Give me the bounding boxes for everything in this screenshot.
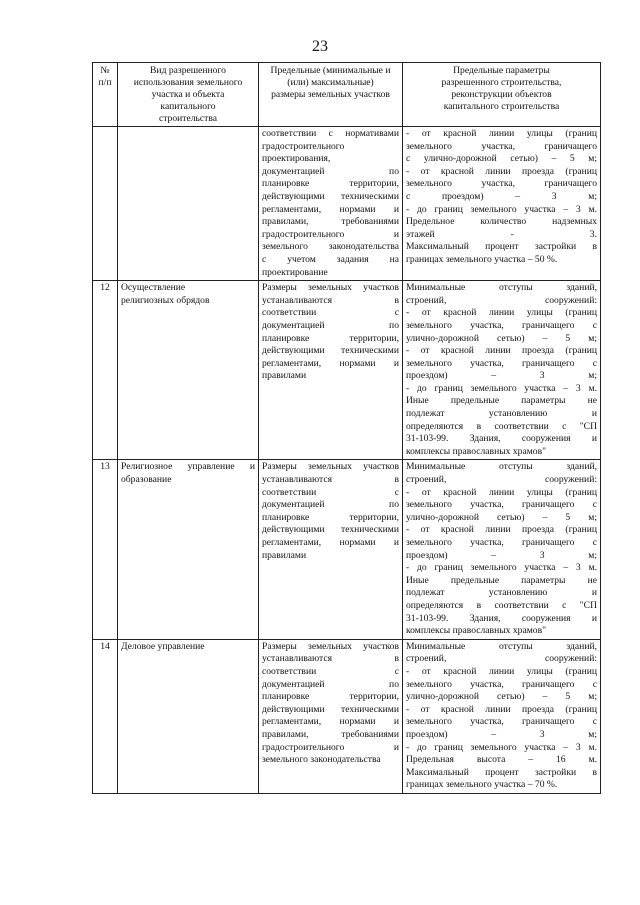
text-line: соответствии с <box>262 665 399 677</box>
text-line: Минимальные отступы зданий, <box>406 282 597 294</box>
text-line: документацией по <box>262 165 399 177</box>
text-line: строений, сооружений: <box>406 653 597 665</box>
text-line: - до границ земельного участка – 3 м. <box>406 203 597 215</box>
text-line: Минимальные отступы зданий, <box>406 461 597 473</box>
text-line: соответствии с нормативами <box>262 128 399 139</box>
text-line: Религиозное управление и <box>121 461 255 473</box>
text-line: планировке территории, <box>262 178 399 190</box>
text-line: планировке территории, <box>262 691 399 703</box>
text-line: правилами <box>262 549 307 561</box>
text-line: определяются в соответствии с "СП <box>406 420 597 432</box>
text-line: использования земельного <box>133 77 243 88</box>
table-row <box>93 281 601 460</box>
text-line: - до границ земельного участка – 3 м. <box>406 382 597 394</box>
row-plot-size <box>259 639 403 793</box>
text-line: планировке территории, <box>262 332 399 344</box>
text-line: строений, сооружений: <box>406 294 597 306</box>
row-use-type <box>118 460 259 639</box>
row-number: 12 <box>93 281 118 460</box>
row-number <box>93 127 118 281</box>
text-line: - до границ земельного участка – 3 м. <box>406 741 597 753</box>
text-line: проектирование <box>262 266 328 278</box>
row-build-params <box>403 281 601 460</box>
text-line: подлежат установлению и <box>406 408 597 420</box>
land-use-table <box>92 62 601 794</box>
text-line: с проездом) – 3 м; <box>406 190 597 202</box>
text-line: планировке территории, <box>262 511 399 523</box>
text-line: участка и объекта <box>151 89 225 100</box>
text-line: подлежат установлению и <box>406 587 597 599</box>
text-line: земельного участка, граничащего с <box>406 499 597 511</box>
text-line: капитального <box>160 101 216 112</box>
text-line: земельного участка, граничащего с <box>406 319 597 331</box>
text-line: действующими техническими <box>262 345 399 357</box>
text-line: - от красной линии проезда (границ <box>406 703 597 715</box>
text-line: Вид разрешенного <box>150 65 226 76</box>
row-number: 14 <box>93 639 118 793</box>
row-use-type <box>118 127 259 281</box>
text-line: Деловое управление <box>121 640 205 652</box>
row-plot-size <box>259 460 403 639</box>
text-line: градостроительного и <box>262 228 399 240</box>
text-line: Максимальный процент застройки в <box>406 241 597 253</box>
text-line: - от красной линии улицы (границ <box>406 307 597 319</box>
table-header-row <box>93 63 601 127</box>
text-line: действующими техническими <box>262 524 399 536</box>
text-line: соответствии с <box>262 486 399 498</box>
row-plot-size <box>259 281 403 460</box>
text-line: документацией по <box>262 319 399 331</box>
row-build-params <box>403 127 601 281</box>
text-line: комплексы православных храмов" <box>406 625 547 637</box>
text-line: разрешенного строительства, <box>441 77 562 88</box>
text-line: улично-дорожной сетью) – 5 м; <box>406 691 597 703</box>
text-line: земельного участка, граничащего с <box>406 678 597 690</box>
text-line: градостроительного <box>262 140 345 152</box>
header-build-params <box>403 63 601 127</box>
text-line: регламентами, нормами и <box>262 203 399 215</box>
text-line: документацией по <box>262 678 399 690</box>
table-row <box>93 639 601 793</box>
text-line: Предельные параметры <box>453 65 550 76</box>
text-line: Размеры земельных участков <box>262 282 399 294</box>
text-line: улично-дорожной сетью) – 5 м; <box>406 332 597 344</box>
text-line: устанавливаются в <box>262 294 399 306</box>
text-line: земельного законодательства <box>262 754 381 766</box>
text-line: проездом) – 3 м; <box>406 370 597 382</box>
text-line: 31-103-99. Здания, сооружения и <box>406 433 597 445</box>
text-line: регламентами, нормами и <box>262 716 399 728</box>
header-plot-size <box>259 63 403 127</box>
text-line: земельного законодательства <box>262 241 399 253</box>
text-line: размеры земельных участков <box>271 89 390 100</box>
text-line: строительства <box>158 113 218 124</box>
text-line: земельного участка, граничащего с <box>406 716 597 728</box>
text-line: Иные предельные параметры не <box>406 574 597 586</box>
text-line: улично-дорожной сетью) – 5 м; <box>406 511 597 523</box>
text-line: действующими техническими <box>262 703 399 715</box>
text-line: регламентами, нормами и <box>262 537 399 548</box>
text-line: действующими техническими <box>262 190 399 202</box>
text-line: устанавливаются в <box>262 474 399 486</box>
text-line: этажей - 3. <box>406 228 597 240</box>
text-line: регламентами, нормами и <box>262 357 399 369</box>
text-line: Осуществление <box>121 282 186 294</box>
text-line: - от красной линии проезда (границ <box>406 524 597 536</box>
text-line: документацией по <box>262 499 399 511</box>
text-line: (или) максимальные) <box>287 77 374 88</box>
text-line: правилами, требованиями <box>262 216 399 228</box>
text-line: реконструкции объектов <box>451 89 552 100</box>
header-number <box>93 63 118 127</box>
text-line: Предельная высота – 16 м. <box>406 754 597 766</box>
text-line: Минимальные отступы зданий, <box>406 640 597 652</box>
text-line: Предельное количество надземных <box>406 216 597 228</box>
text-line: - от красной линии проезда (границ <box>406 345 597 357</box>
text-line: п/п <box>98 77 112 88</box>
header-use-type <box>118 63 259 127</box>
text-line: Максимальный процент застройки в <box>406 766 597 778</box>
text-line: с улично-дорожной сетью) – 5 м; <box>406 153 597 165</box>
table-row <box>93 460 601 639</box>
text-line: соответствии с <box>262 307 399 319</box>
page-number: 23 <box>312 38 328 55</box>
text-line: религиозных обрядов <box>121 294 210 306</box>
row-build-params <box>403 460 601 639</box>
text-line: устанавливаются в <box>262 653 399 665</box>
row-use-type <box>118 281 259 460</box>
text-line: № <box>100 65 110 76</box>
text-line: границах земельного участка – 70 %. <box>406 779 558 791</box>
text-line: с учетом задания на <box>262 253 399 265</box>
text-line: 31-103-99. Здания, сооружения и <box>406 612 597 624</box>
text-line: земельного участка, граничащего <box>406 178 597 190</box>
text-line: - от красной линии улицы (границ <box>406 128 597 139</box>
text-line: проездом) – 3 м; <box>406 728 597 740</box>
text-line: границах земельного участка – 50 %. <box>406 253 558 265</box>
row-use-type <box>118 639 259 793</box>
text-line: проездом) – 3 м; <box>406 549 597 561</box>
text-line: строений, сооружений: <box>406 474 597 486</box>
text-line: проектирования, <box>262 153 331 165</box>
text-line: - до границ земельного участка – 3 м. <box>406 562 597 574</box>
text-line: земельного участка, граничащего с <box>406 357 597 369</box>
row-number: 13 <box>93 460 118 639</box>
text-line: - от красной линии проезда (границ <box>406 165 597 177</box>
text-line: - от красной линии улицы (границ <box>406 665 597 677</box>
text-line: Размеры земельных участков <box>262 640 399 652</box>
text-line: Размеры земельных участков <box>262 461 399 473</box>
text-line: градостроительного и <box>262 741 399 753</box>
row-build-params <box>403 639 601 793</box>
text-line: правилами <box>262 370 307 382</box>
table-row <box>93 127 601 281</box>
text-line: комплексы православных храмов" <box>406 445 547 457</box>
text-line: образование <box>121 474 172 486</box>
text-line: капитального строительства <box>443 101 560 112</box>
text-line: земельного участка, граничащего с <box>406 537 597 548</box>
text-line: - от красной линии улицы (границ <box>406 486 597 498</box>
text-line: определяются в соответствии с "СП <box>406 599 597 611</box>
row-plot-size <box>259 127 403 281</box>
text-line: Предельные (минимальные и <box>270 65 391 76</box>
text-line: правилами, требованиями <box>262 728 399 740</box>
text-line: земельного участка, граничащего <box>406 140 597 152</box>
text-line: Иные предельные параметры не <box>406 395 597 407</box>
